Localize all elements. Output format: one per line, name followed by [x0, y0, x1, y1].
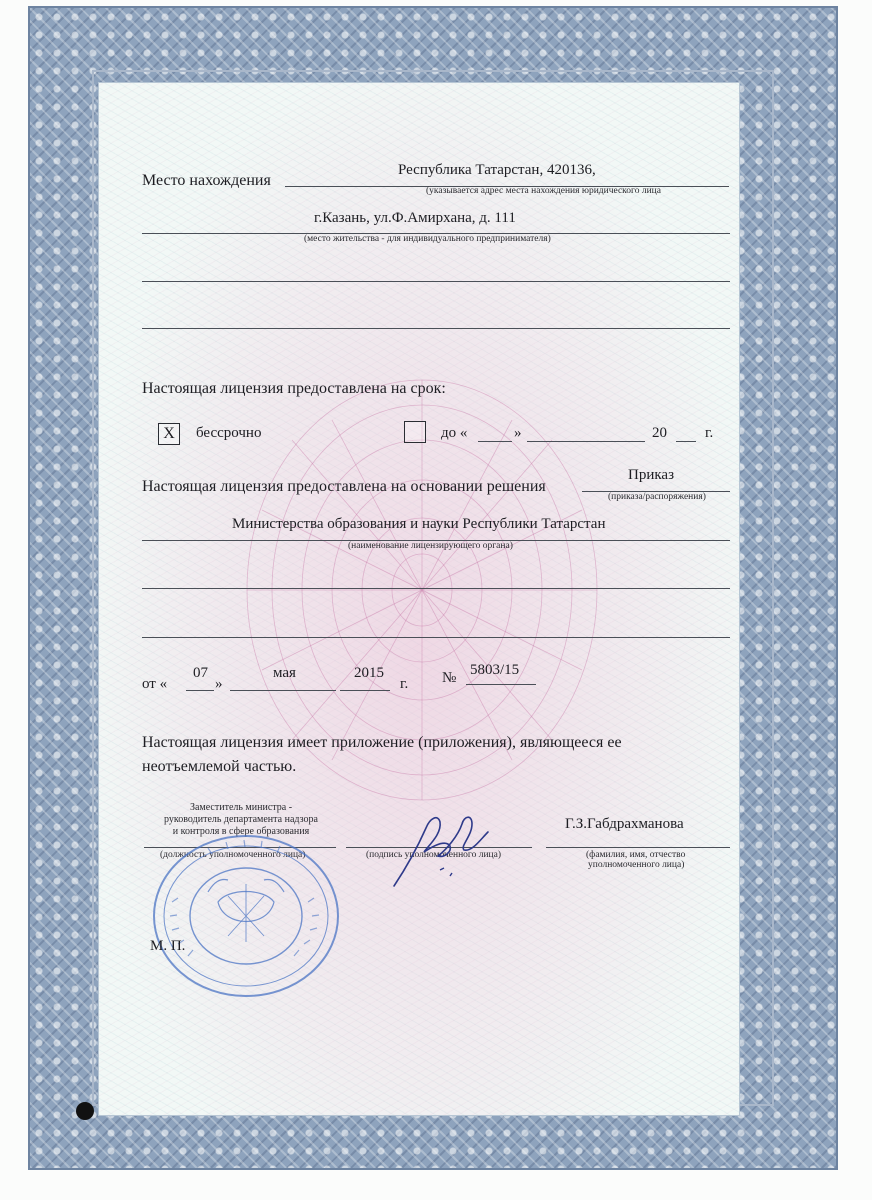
date-month-line [230, 690, 336, 691]
location-note-1: (указывается адрес места нахождения юридического лица [426, 186, 661, 196]
name-note-1: (фамилия, имя, отчество [586, 850, 686, 860]
until-checkbox [404, 421, 426, 443]
until-close: » [514, 425, 522, 441]
position-line-1: Заместитель министра - [189, 802, 293, 813]
appendix-line-2: неотъемлемой частью. [142, 758, 297, 775]
authority-value: Министерства образования и науки Республики Татарстан [232, 516, 606, 532]
name-line [546, 847, 730, 848]
until-label: до « [441, 425, 468, 441]
blank-line-2 [142, 328, 730, 329]
until-month-line [527, 441, 645, 442]
date-from-label: от « [142, 676, 168, 692]
official-seal [148, 832, 344, 1000]
position-line-2: руководитель департамента надзора [164, 814, 318, 825]
number-line [466, 684, 536, 685]
until-year-prefix: 20 [652, 425, 667, 441]
signer-name: Г.З.Габдрахманова [565, 816, 684, 832]
appendix-line-1: Настоящая лицензия имеет приложение (приложения), являющееся ее [142, 734, 622, 751]
basis-doc-note: (приказа/распоряжения) [608, 492, 706, 502]
basis-doc-type: Приказ [628, 467, 675, 483]
position-note: (должность уполномоченного лица) [160, 850, 306, 860]
until-day-line [478, 441, 512, 442]
indefinite-checkbox [158, 423, 180, 445]
date-year: 2015 [354, 665, 384, 681]
date-year-line [340, 690, 390, 691]
date-close: » [215, 676, 223, 692]
indefinite-mark: X [163, 425, 175, 442]
blank-line-4 [142, 637, 730, 638]
location-label: Место нахождения [142, 172, 271, 189]
until-year-suffix: г. [705, 425, 714, 441]
number-sign: № [442, 670, 457, 686]
basis-label: Настоящая лицензия предоставлена на основании решения [142, 478, 546, 495]
term-label: Настоящая лицензия предоставлена на срок: [142, 380, 446, 397]
punch-hole [76, 1102, 94, 1120]
position-line-3: и контроля в сфере образования [172, 826, 310, 837]
date-year-suffix: г. [400, 676, 409, 692]
location-note-2: (место жительства - для индивидуального предпринимателя) [304, 234, 551, 244]
authority-note: (наименование лицензирующего органа) [348, 541, 513, 551]
license-number: 5803/15 [470, 662, 520, 678]
signature-note: (подпись уполномоченного лица) [366, 850, 502, 860]
indefinite-label: бессрочно [196, 425, 262, 441]
location-value-1: Республика Татарстан, 420136, [398, 162, 596, 178]
handwritten-signature [380, 806, 510, 896]
blank-line-1 [142, 281, 730, 282]
seal-place-label: М. П. [150, 938, 186, 954]
date-month: мая [273, 665, 296, 681]
until-year-line [676, 441, 696, 442]
date-day-line [186, 690, 214, 691]
blank-line-3 [142, 588, 730, 589]
name-note-2: уполномоченного лица) [588, 860, 685, 870]
date-day: 07 [193, 665, 208, 681]
location-value-2: г.Казань, ул.Ф.Амирхана, д. 111 [314, 210, 516, 226]
